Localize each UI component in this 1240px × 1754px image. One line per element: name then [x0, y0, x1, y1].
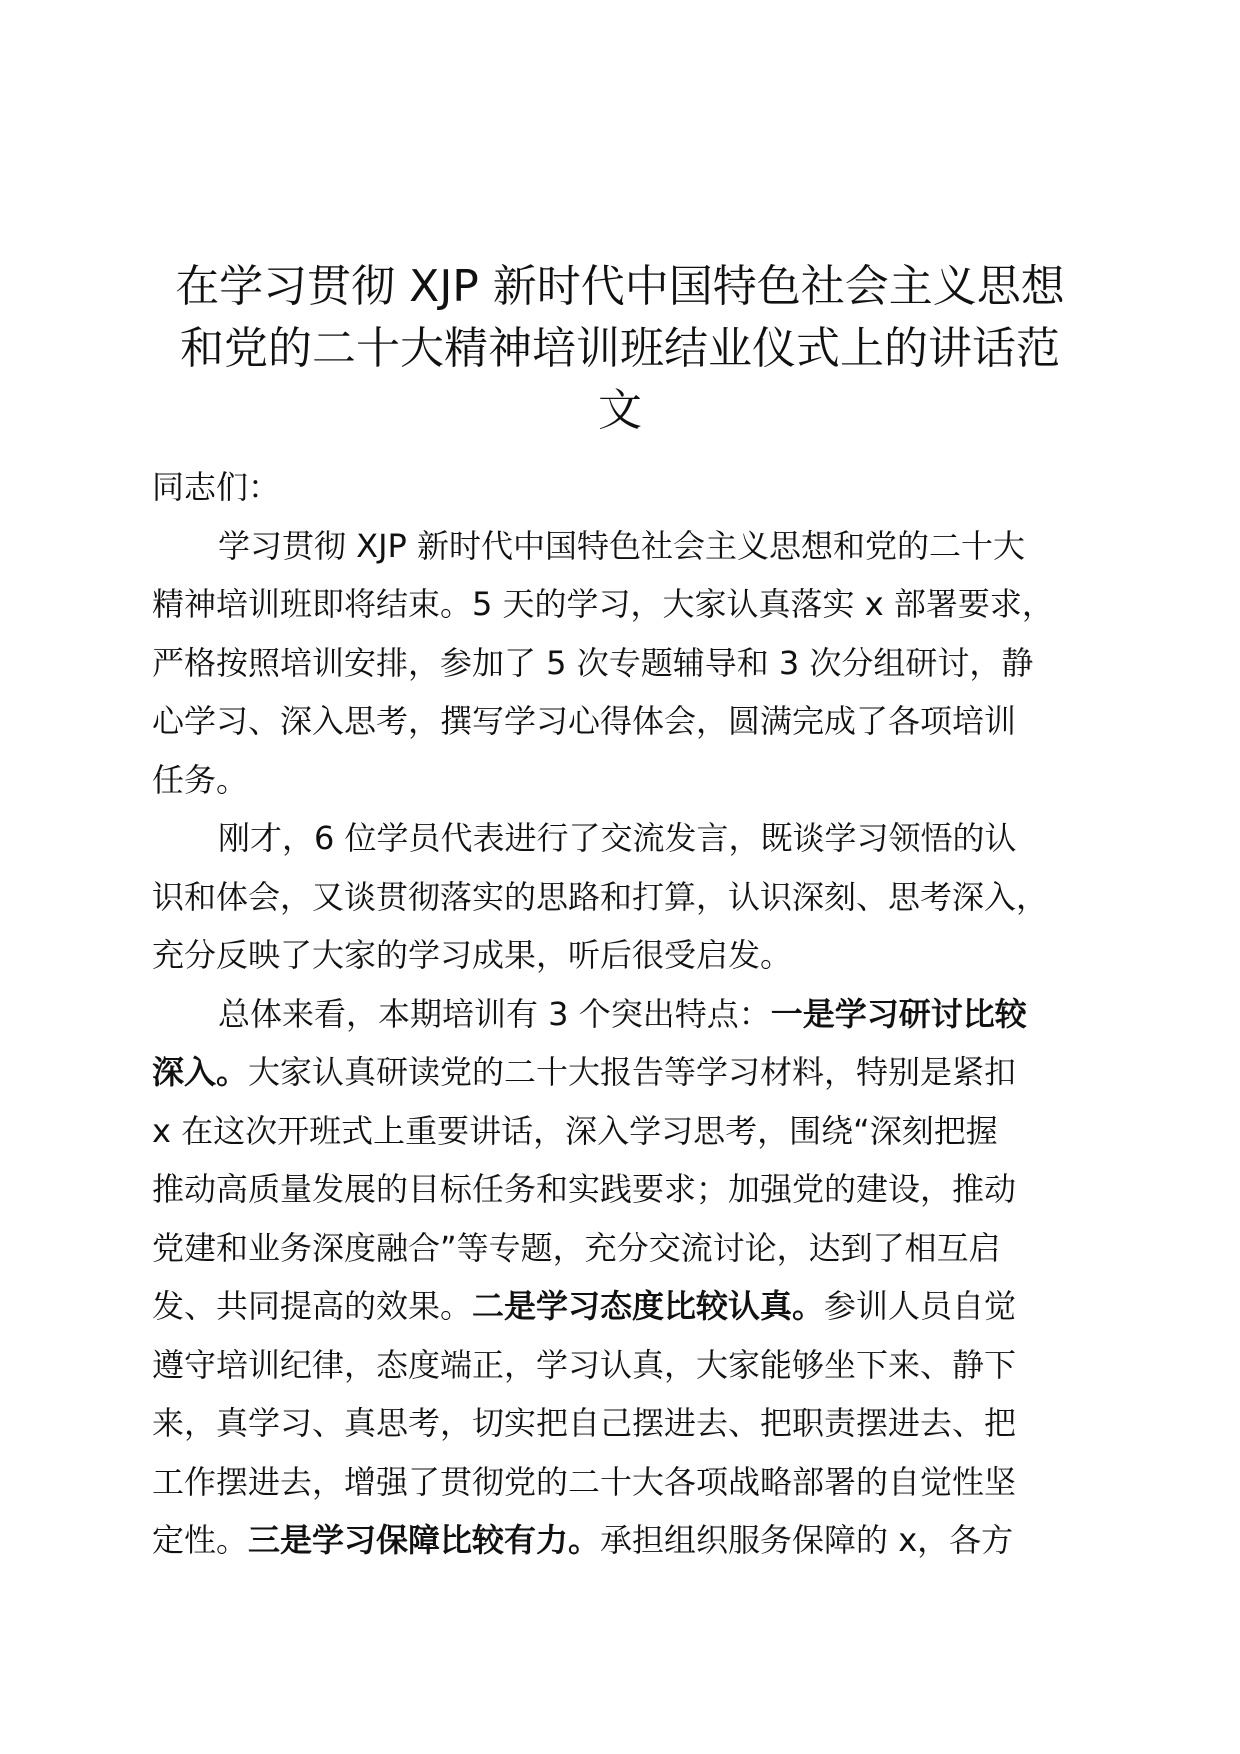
- text-line: 工作摆进去，增强了贯彻党的二十大各项战略部署的自觉性坚: [152, 1462, 1017, 1501]
- paragraph-3: [152, 985, 1092, 1570]
- text-line: 推动高质量发展的目标任务和实践要求；加强党的建设，推动: [152, 1170, 1017, 1208]
- text-line: 严格按照培训安排，参加了 5 次专题辅导和 3 次分组研讨，静: [152, 643, 1034, 682]
- salutation: 同志们：: [152, 468, 281, 506]
- text-line: 来，真学习、真思考，切实把自己摆进去、把职责摆进去、把: [152, 1404, 1017, 1442]
- text-line: 任务。: [152, 760, 249, 799]
- text-run: 承担组织服务保障的 x，各方: [600, 1521, 1014, 1559]
- text-line: [152, 985, 1092, 1044]
- text-run: 大家认真研读党的二十大报告等学习材料，特别是紧扣: [248, 1053, 1017, 1091]
- text-run: 定性。: [152, 1521, 249, 1559]
- paragraph-1: [152, 517, 1092, 810]
- bold-heading: 一是学习研讨比较: [770, 994, 1027, 1033]
- document-body: [152, 458, 1092, 1570]
- text-line: 识和体会，又谈贯彻落实的思路和打算，认识深刻、思考深入，: [152, 877, 1049, 916]
- text-line: [152, 1511, 1092, 1570]
- title-line: 在学习贯彻 XJP 新时代中国特色社会主义思想: [175, 261, 1065, 312]
- bold-heading: 三是学习保障比较有力。: [248, 1521, 601, 1559]
- text-line: 学习贯彻 XJP 新时代中国特色社会主义思想和党的二十大: [218, 526, 1026, 565]
- text-line: x 在这次开班式上重要讲话，深入学习思考，围绕“深刻把握: [152, 1111, 998, 1150]
- text-line: 刚才，6 位学员代表进行了交流发言，既谈学习领悟的认: [218, 819, 1017, 857]
- text-line: [152, 1277, 1092, 1336]
- text-line: 心学习、深入思考，撰写学习心得体会，圆满完成了各项培训: [152, 702, 1017, 740]
- text-line: 党建和业务深度融合”等专题，充分交流讨论，达到了相互启: [152, 1228, 1001, 1267]
- text-line: 遵守培训纪律，态度端正，学习认真，大家能够坐下来、静下: [152, 1345, 1017, 1384]
- text-line: [152, 1043, 1092, 1102]
- bold-heading: 深入。: [152, 1053, 249, 1091]
- title-line: 和党的二十大精神培训班结业仪式上的讲话范: [180, 323, 1060, 374]
- text-line: 精神培训班即将结束。5 天的学习，大家认真落实 x 部署要求，: [152, 585, 1054, 623]
- text-run: 参训人员自觉: [824, 1287, 1017, 1325]
- title-line: 文: [598, 385, 642, 436]
- document-title: [150, 256, 1090, 442]
- paragraph-2: [152, 809, 1092, 985]
- text-run: 总体来看，本期培训有 3 个突出特点：: [218, 994, 771, 1033]
- text-run: 发、共同提高的效果。: [152, 1287, 473, 1325]
- bold-heading: 二是学习态度比较认真。: [472, 1287, 825, 1325]
- text-line: 充分反映了大家的学习成果，听后很受启发。: [152, 936, 793, 974]
